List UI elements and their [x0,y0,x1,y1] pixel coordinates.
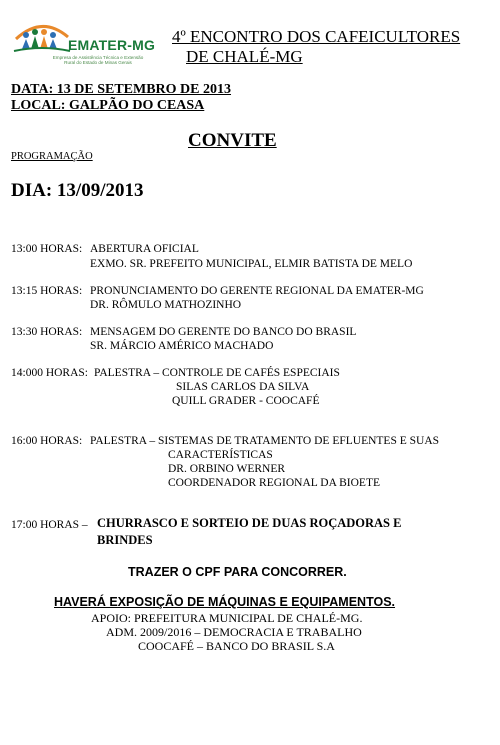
schedule-line: DR. ORBINO WERNER [168,463,286,475]
schedule-line: SR. MÁRCIO AMÉRICO MACHADO [90,340,274,352]
cpf-notice: TRAZER O CPF PARA CONCORRER. [128,565,347,579]
event-date: DATA: 13 DE SETEMBRO DE 2013 [11,82,232,97]
schedule-time: 13:00 HORAS: [11,243,83,255]
schedule-line: PRONUNCIAMENTO DO GERENTE REGIONAL DA EMATER-MG [90,285,424,297]
schedule-line: ABERTURA OFICIAL [90,243,199,255]
invite-heading: CONVITE [188,130,277,151]
schedule-time: 13:15 HORAS: [11,285,83,297]
emater-emblem-icon [12,15,72,55]
schedule-line: CHURRASCO E SORTEIO DE DUAS ROÇADORAS E [97,516,402,530]
schedule-time: 16:00 HORAS: [11,435,83,447]
schedule-line: DR. RÔMULO MATHOZINHO [90,299,242,311]
schedule-line: COORDENADOR REGIONAL DA BIOETE [168,477,380,489]
support-line3: COOCAFÉ – BANCO DO BRASIL S.A [138,639,335,653]
event-title-line1: 4º ENCONTRO DOS CAFEICULTORES [172,27,461,46]
event-location: LOCAL: GALPÃO DO CEASA [11,98,205,113]
schedule-line: MENSAGEM DO GERENTE DO BANCO DO BRASIL [90,326,357,338]
program-label: PROGRAMAÇÃO [11,151,93,162]
schedule-line: PALESTRA – CONTROLE DE CAFÉS ESPECIAIS [94,367,340,379]
emater-logo [12,15,156,75]
schedule-line: QUILL GRADER - COOCAFÉ [172,395,320,407]
day-label: DIA: 13/09/2013 [11,180,144,201]
logo-name: EMATER-MG [68,37,156,53]
schedule-line: PALESTRA – SISTEMAS DE TRATAMENTO DE EFLUENTES E SUAS [90,435,440,447]
schedule-line: CARACTERÍSTICAS [168,449,273,461]
schedule-line: EXMO. SR. PREFEITO MUNICIPAL, ELMIR BATISTA DE MELO [90,258,413,270]
event-title-line2: DE CHALÉ-MG [186,47,303,66]
logo-subtitle: Empresa de Assistência Técnica e Extensão Rural do Estado de Minas Gerais [52,55,144,66]
schedule-line: BRINDES [97,533,153,547]
support-line2: ADM. 2009/2016 – DEMOCRACIA E TRABALHO [106,625,362,639]
exposition-notice: HAVERÁ EXPOSIÇÃO DE MÁQUINAS E EQUIPAMENTOS. [54,595,396,609]
schedule-time: 17:00 HORAS – [11,519,88,531]
schedule-line: SILAS CARLOS DA SILVA [176,381,310,393]
schedule-time: 13:30 HORAS: [11,326,83,338]
schedule-time: 14:000 HORAS: [11,367,88,379]
support-line1: APOIO: PREFEITURA MUNICIPAL DE CHALÉ-MG. [91,611,363,625]
